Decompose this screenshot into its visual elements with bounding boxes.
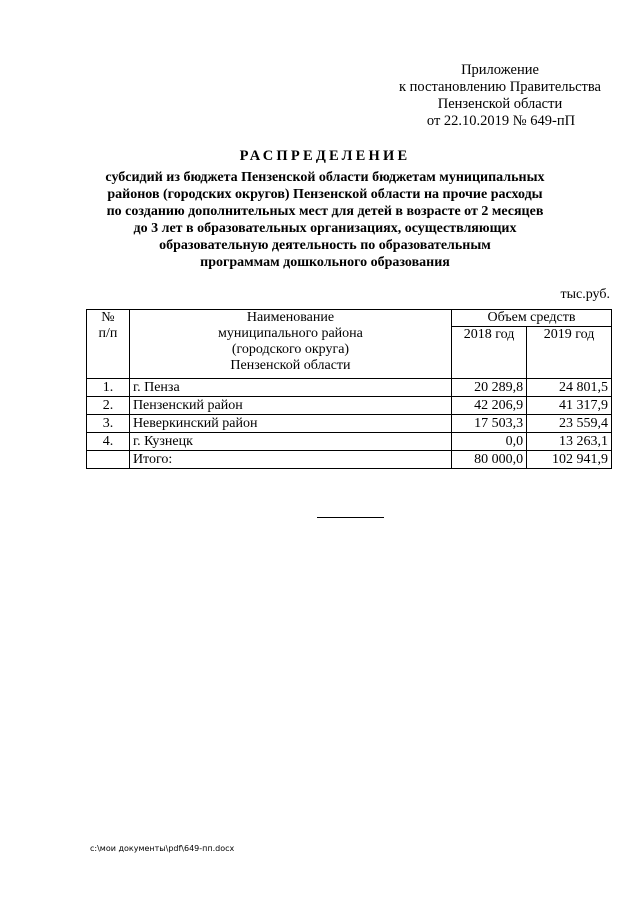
- table-row: [87, 397, 612, 415]
- distribution-table: [86, 309, 612, 469]
- table-row: [87, 415, 612, 433]
- row-value-2018: 0,0: [452, 433, 527, 451]
- table-row: [87, 433, 612, 451]
- header-name-line: (городского округа): [231, 342, 350, 357]
- header-number: [87, 310, 130, 379]
- document-subtitle: [95, 169, 555, 271]
- units-label: тыс.руб.: [560, 287, 610, 302]
- appendix-line-1: Приложение: [461, 62, 539, 78]
- row-value-2018: 20 289,8: [452, 379, 527, 397]
- row-name: Пензенский район: [129, 397, 451, 415]
- subtitle-line: районов (городских округов) Пензенской области на прочие расходы: [107, 187, 543, 202]
- row-value-2018: 17 503,3: [452, 415, 527, 433]
- table-total-row: [87, 451, 612, 469]
- document-heading: [95, 148, 555, 271]
- header-year-2019: 2019 год: [527, 327, 612, 379]
- total-label: Итого:: [129, 451, 451, 469]
- subtitle-line: образовательную деятельность по образовательным: [159, 238, 491, 253]
- row-number: 2.: [87, 397, 130, 415]
- header-name-line: Наименование: [246, 310, 335, 325]
- header-volume: Объем средств: [452, 310, 612, 327]
- appendix-line-2: к постановлению Правительства: [399, 79, 601, 95]
- row-value-2019: 23 559,4: [527, 415, 612, 433]
- subtitle-line: субсидий из бюджета Пензенской области бюджетам муниципальных: [105, 170, 545, 185]
- row-name: Неверкинский район: [129, 415, 451, 433]
- subtitle-line: по созданию дополнительных мест для детей в возрасте от 2 месяцев: [106, 204, 544, 219]
- row-value-2018: 42 206,9: [452, 397, 527, 415]
- total-value-2018: 80 000,0: [452, 451, 527, 469]
- footer-file-path: c:\мои документы\pdf\649-пп.docx: [90, 844, 235, 853]
- total-value-2019: 102 941,9: [527, 451, 612, 469]
- total-number: [87, 451, 130, 469]
- header-number-abbrev: п/п: [98, 326, 118, 341]
- header-name: [129, 310, 451, 379]
- row-name: г. Кузнецк: [129, 433, 451, 451]
- document-title: РАСПРЕДЕЛЕНИЕ: [239, 148, 411, 164]
- header-number-symbol: №: [101, 310, 115, 325]
- row-value-2019: 24 801,5: [527, 379, 612, 397]
- row-number: 3.: [87, 415, 130, 433]
- row-number: 4.: [87, 433, 130, 451]
- row-value-2019: 41 317,9: [527, 397, 612, 415]
- header-name-line: Пензенской области: [230, 358, 351, 373]
- row-value-2019: 13 263,1: [527, 433, 612, 451]
- separator-line: [317, 517, 384, 518]
- subtitle-line: программам дошкольного образования: [200, 255, 450, 270]
- appendix-date-line: от 22.10.2019 № 649-пП: [426, 113, 576, 129]
- row-name: г. Пенза: [129, 379, 451, 397]
- header-year-2018: 2018 год: [452, 327, 527, 379]
- appendix-line-3: Пензенской области: [437, 96, 563, 112]
- table-row: [87, 379, 612, 397]
- subtitle-line: до 3 лет в образовательных организациях, осуществляющих: [133, 221, 517, 236]
- header-name-line: муниципального района: [218, 326, 363, 341]
- row-number: 1.: [87, 379, 130, 397]
- appendix-block: [380, 62, 620, 130]
